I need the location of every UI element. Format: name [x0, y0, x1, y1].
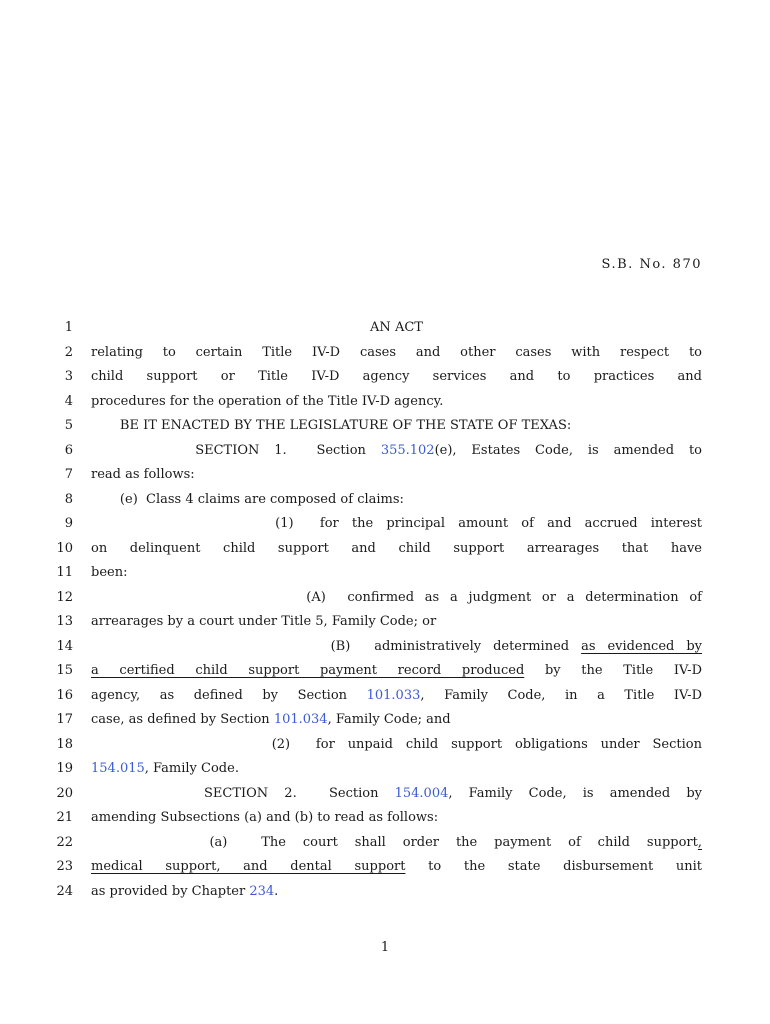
bill-line — [0, 661, 770, 686]
line-text — [91, 759, 702, 779]
line-number: 8 — [64, 491, 73, 507]
text-segment: (2) for unpaid child support obligations under Section — [91, 736, 702, 752]
bill-line — [0, 318, 770, 343]
line-text — [91, 465, 702, 485]
text-segment: read as follows: — [91, 467, 195, 482]
line-number: 19 — [56, 761, 73, 776]
line-number: 12 — [56, 589, 73, 605]
bill-line — [0, 637, 770, 662]
statute-reference-link[interactable]: 355.102 — [380, 442, 435, 458]
text-segment: , Family Code, is amended by — [448, 785, 702, 801]
bill-line — [0, 857, 770, 882]
text-segment: relating to certain Title IV-D cases and other cases with respect to — [91, 344, 702, 360]
line-text — [91, 710, 702, 730]
bill-line — [0, 465, 770, 490]
text-segment: (B) administratively determined — [91, 638, 582, 654]
line-number: 2 — [64, 344, 73, 360]
bill-line — [0, 343, 770, 368]
line-text — [91, 686, 702, 706]
bill-line — [0, 563, 770, 588]
bill-line — [0, 686, 770, 711]
text-segment: , Family Code; and — [327, 712, 451, 727]
line-text — [91, 343, 702, 363]
text-segment: (e), Estates Code, is amended to — [434, 442, 702, 458]
inserted-text: a certified child support payment record produced — [91, 663, 525, 678]
statute-reference-link[interactable]: 101.034 — [273, 712, 328, 727]
line-number: 7 — [64, 467, 73, 482]
line-number: 18 — [56, 736, 73, 752]
line-text — [91, 318, 702, 338]
bill-line — [0, 588, 770, 613]
bill-line — [0, 808, 770, 833]
line-text — [91, 882, 702, 902]
line-number: 1 — [64, 320, 73, 335]
line-number: 9 — [64, 516, 73, 531]
line-text — [91, 514, 702, 534]
text-segment: agency, as defined by Section — [91, 687, 367, 703]
bill-line — [0, 539, 770, 564]
text-segment: BE IT ENACTED BY THE LEGISLATURE OF THE STATE OF TEXAS: — [91, 418, 572, 433]
line-number: 3 — [64, 369, 73, 384]
line-text — [91, 441, 702, 461]
line-text — [91, 490, 702, 510]
text-segment: , Family Code, in a Title IV-D — [420, 687, 703, 703]
text-segment: by the Title IV-D — [524, 663, 702, 678]
inserted-text: , — [697, 834, 702, 850]
text-segment: , Family Code. — [144, 761, 239, 776]
text-segment: SECTION 2. Section — [91, 785, 395, 801]
line-number: 24 — [56, 883, 73, 899]
line-number: 22 — [56, 834, 73, 850]
bill-line — [0, 490, 770, 515]
line-number: 13 — [56, 614, 73, 629]
text-segment: procedures for the operation of the Title IV-D agency. — [91, 393, 444, 409]
bill-text — [0, 318, 770, 906]
line-number: 16 — [56, 687, 73, 703]
line-number: 17 — [56, 712, 73, 727]
line-text — [91, 367, 702, 387]
line-number: 4 — [64, 393, 73, 409]
text-segment: (a) The court shall order the payment of child support — [91, 834, 698, 850]
text-segment: arrearages by a court under Title 5, Family Code; or — [91, 614, 437, 629]
line-text — [91, 392, 702, 412]
text-segment: AN ACT — [370, 320, 423, 335]
line-number: 11 — [56, 565, 73, 580]
bill-line — [0, 784, 770, 809]
statute-reference-link[interactable]: 154.004 — [394, 785, 449, 801]
line-number: 15 — [56, 663, 73, 678]
line-text — [91, 416, 702, 436]
bill-line — [0, 710, 770, 735]
inserted-text: medical support, and dental support — [91, 859, 406, 874]
bill-line — [0, 514, 770, 539]
line-text — [91, 808, 702, 828]
text-segment: on delinquent child support and child support arrearages that have — [91, 540, 702, 556]
bill-line — [0, 367, 770, 392]
bill-line — [0, 392, 770, 417]
text-segment: case, as defined by Section — [91, 712, 274, 727]
text-segment: (1) for the principal amount of and accrued interest — [91, 516, 702, 531]
line-number: 20 — [56, 785, 73, 801]
line-number: 10 — [56, 540, 73, 556]
text-segment: child support or Title IV-D agency services and to practices and — [91, 369, 702, 384]
statute-reference-link[interactable]: 234 — [249, 883, 275, 899]
line-text — [91, 539, 702, 559]
line-text — [91, 661, 702, 681]
text-segment: (e) Class 4 claims are composed of claims: — [91, 491, 404, 507]
line-number: 21 — [56, 810, 73, 825]
bill-line — [0, 735, 770, 760]
statute-reference-link[interactable]: 154.015 — [91, 761, 145, 776]
line-text — [91, 833, 702, 853]
text-segment: SECTION 1. Section — [91, 442, 381, 458]
bill-line — [0, 833, 770, 858]
line-number: 5 — [64, 418, 73, 433]
text-segment: to the state disbursement unit — [405, 859, 702, 874]
line-number: 23 — [56, 859, 73, 874]
inserted-text: as evidenced by — [581, 638, 703, 654]
line-text — [91, 857, 702, 877]
bill-line — [0, 612, 770, 637]
text-segment: as provided by Chapter — [91, 883, 250, 899]
text-segment: (A) confirmed as a judgment or a determination of — [91, 589, 702, 605]
text-segment: amending Subsections (a) and (b) to read as follows: — [91, 810, 439, 825]
line-text — [91, 784, 702, 804]
line-text — [91, 735, 702, 755]
text-segment: . — [274, 883, 279, 899]
bill-line — [0, 759, 770, 784]
bill-line — [0, 882, 770, 907]
line-number: 14 — [56, 638, 73, 654]
bill-number: S.B. No. 870 — [601, 257, 702, 272]
statute-reference-link[interactable]: 101.033 — [366, 687, 421, 703]
line-text — [91, 588, 702, 608]
text-segment: been: — [91, 565, 128, 580]
bill-line — [0, 416, 770, 441]
bill-line — [0, 441, 770, 466]
line-text — [91, 612, 702, 632]
page-number: 1 — [380, 940, 390, 955]
line-number: 6 — [64, 442, 73, 458]
line-text — [91, 637, 702, 657]
line-text — [91, 563, 702, 583]
